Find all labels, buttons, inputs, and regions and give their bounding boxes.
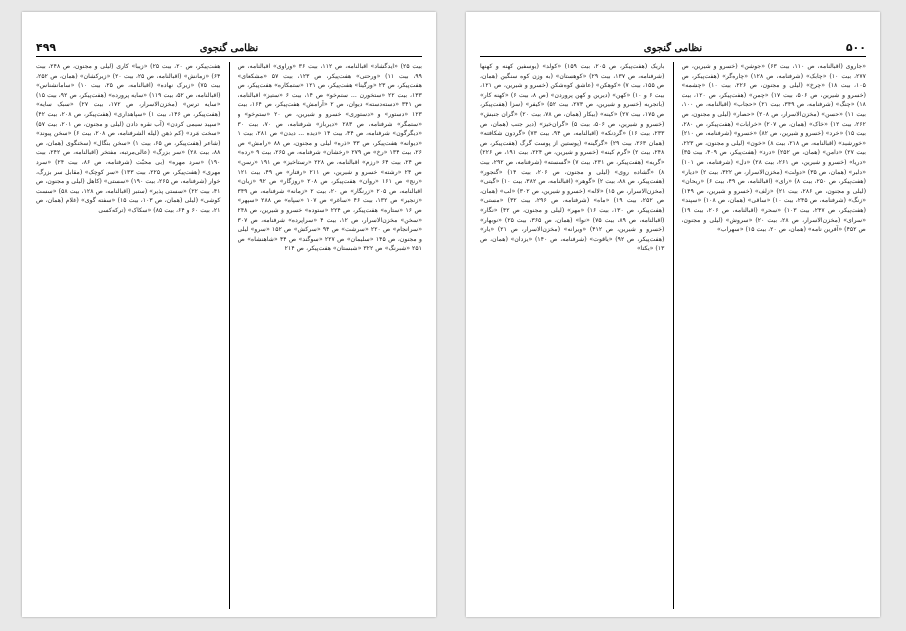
column-divider (673, 62, 674, 609)
text-column: هفت‌پیکر، ص ۲۰، بیت ۲۵) «زیبا» کاری (لیلی و مجنون، ص ۲۴۸، بیت ۶۴) «زمانش» (اقبالنامه، ص ۲۵، بیت ۲۰) «زیرکشان» (همان، ص ۲۵۲، بیت ۷۵) «زیرک نهاده» (اقبالنامه، ص ۲۵، بیت ۱۰) «سامانشناس» (اقبالنامه، ص ۵۲، بیت ۱۱۹) «سایه پرورده» (هفت‌پیکر، ص ۹۲، بیت ۱۵) «سایه ترس» (مخزن‌الاسرار، ص ۱۷۲، بیت ۲۷) «سبک سایه» (هفت‌پیکر، ص ۱۴۶، بیت ۱) «سپاهداری» (هفت‌پیکر، ص ۲۰۸، بیت ۴۲) «سپید سیمی کردن» (آب نقره دادن (لیلی و مجنون، ص ۲۰۱، بیت ۵۷) «سخت مَرد» (کم ذهن (لیله الشرفنامه، ص ۲۰۸، بیت ۶) «سخن پیوند» (شاعر (هفت‌پیکر، ص ۶۵، بیت ۱) «سخن بنگال» (سخنگوی (همان، ص ۸۸، بیت ۲۸) «سر بزرگ» (عالی‌مرتبه، مفتخر (اقبالنامه، ص ۲۴۲، بیت ۱۹۰) «سرد مهره» (بی‌ محبّت (شرفنامه، ص ۸۶، بیت ۲۴) «سرد مهری» (هفت‌پیکر، ص ۲۲۵، بیت ۱۳۳) «سر کوچک» (مقابل سر بزرگ، خوار (شرفنامه، ص ۲۶۵، بیت ۱۹۰) «سستی» (کاهل (لیلی و مجنون، ص ۴۱، بیت ۲۲) «سستی پذیر» (ستبر (اقبالنامه، ص ۱۲۸، بیت ۵۸) «سست کوشی» (لیلی (همان، ص ۱۰۳، بیت ۱۵) «سفته گوی» (غلام (همان، ص ۲۱، بیت ۶۰ و ۶۴، بیت ۸۵) «سکاک» (ترکه‌کسی (36, 63, 221, 214)
text-column: بیت ۲۵) «ایدگشاد» اقبالنامه، ص ۱۱۲، بیت ۳۶ «وراوی» اقبالنامه، ص ۹۹، بیت ۱۱) «ورحتی» هفت‌پیکر، ص ۱۲۳، بیت ۵۷ «مشکعای» هفت‌پیکر، ص ۲۳ «ورگینا» هفت‌پیکر، ص ۱۲۱ «ستمکاره» هفت‌پیکر، ص ۱۳۳، بیت ۲۲ «ستخورن ... ستم‌خو» ص ۱۴، بیت ۶ «ستیز» اقبالنامه، ص ۳۴۱ «دسته‌دسته» دیوان، ص ۲ «آرامش» هفت‌پیکر، ص ۱۶۴، بیت ۱۲۳ «دستور» و «دستوری» خسرو و شیرین، ص ۲۰ «ستم‌خو» و «ستمگر» شرفنامه، ص ۲۸۳ «دیرباز» شرفنامه، ص ۷۰، بیت ۳۰ «دیگرگون» شرفنامه، ص ۴۴، بیت ۱۴ «دیده ... دیدن» ص ۲۸۱، بیت ۱ «دیوانه» هفت‌پیکر، ص ۳۳ «ذره» لیلی و مجنون، ص ۸۸ «رامش» ص ۲۶، بیت ۱۳۴ «رخ» ص ۲۷۹ «رخشان» شرفنامه، ص ۲۶۵، بیت ۹ «رده» ص ۲۴، بیت ۶۴ «رزم» اقبالنامه، ص ۲۲۸ «رستاخیز» ص ۱۹۱ «رسن» ص ۲۴ «رشته» خسرو و شیرین، ص ۲۱۱ «رفتار» ص ۴۹، بیت ۱۲۱ «رنج» ص ۱۶۱ «روان» هفت‌پیکر، ص ۲۰۸ «روزگار» ص ۹۲ «زبان» اقبالنامه، ص ۲۰۵ «زرنگار» ص ۲۰، بیت ۲ «زمانه» شرفنامه، ص ۳۴۹ «زنجیر» ص ۱۳۲، بیت ۴۶ «ساغر» ص ۱۰۷ «سپاه» ص ۲۸۸ «سپهر» ص ۱۶ «ستاره» هفت‌پیکر، ص ۲۲۴ «ستوده» خسرو و شیرین، ص ۲۴۸ «سخن» مخزن‌الاسرار، ص ۱۲، بیت ۴ «سراپرده» شرفنامه، ص ۳۰۷ «سرانجام» ص ۲۲۰ «سرشت» ص ۹۴ «سرکش» ص ۱۵۲ «سرو» لیلی و مجنون، ص ۱۴۵ «سلیمان» ص ۲۲۷ «سوگند» ص ۴۴ «شاهنشاه» ص ۲۵۱ «شبرنگ» ص ۳۲۲ «شبستان» هفت‌پیکر، ص ۲۱۴ (237, 63, 422, 253)
page-number: ۵۰۰ (845, 41, 866, 54)
text-column: باریک (هفت‌پیکر، ص ۲۰۵، بیت ۱۵۹) «کولد» (یوسفین کهنه و کهنها (شرفنامه، ص ۱۳۷، بیت ۲۹) «کوهستان» (به وزن کوه سنگین (همان، ص ۱۵۵، بیت ۷) «کوهکن» (عاشق کوه‌شکن (خسرو و شیرین، ص ۱۲۱، بیت ۶ و ۱۰) «کهن» (دیرین و کهن پروردن» (ص ۸، بیت ۶) «کهنه کار» (باتجربه (خسرو و شیرین، ص ۲۷۳، بیت ۵۲) «کیفر» (سزا (هفت‌پیکر، ص ۱۷۵، بیت ۲۷) «کینه» (بیکار (همان، ص ۷۸، بیت ۲۰) «گران جنبش» (خسرو و شیرین، ص ۵۰۶، بیت ۵) «گران‌خیز» (دیر جنب (همان، ص ۲۳۳، بیت ۱۶) «گردنکه» (اقبالنامه، ص ۹۴، بیت ۷۳) «گردون شکافته» (همان ۲۶۳، بیت ۲۹) «گرگینه» (پوستین از پوست گرگ (هفت‌پیکر، ص ۲۴۸، بیت ۲) «گرم کینه» (خسرو و شیرین، ص ۲۲۴، بیت ۱۹۱، ص ۲۲۶) «گریه» (هفت‌پیکر، ص ۲۳۱، بیت ۷) «گسسته» (شرفنامه، ص ۲۹۲، بیت ۸) «گشاده روی» (لیلی و مجنون، ص ۲۰۶، بیت ۱۴) «گنجور» (هفت‌پیکر، ص ۸۸، بیت ۲) «گوهر» (اقبالنامه، ص ۳۸۲، بیت ۱۰) «گیتی» (مخزن‌الاسرار، ص ۱۵) «لاله» (خسرو و شیرین، ص ۳۰۲) «لب» (همان، ص ۲۵۲، بیت ۱۹) «ماه» (شرفنامه، ص ۲۹۶، بیت ۳۲) «مستی» (هفت‌پیکر، ص ۱۳۰، بیت ۱۶) «مهر» (لیلی و مجنون، ص ۴۲) «نگار» (اقبالنامه، ص ۸۹، بیت ۷۵) «نوا» (همان، ص ۳۶۵، بیت ۲۵) «نوبهار» (خسرو و شیرین، ص ۴۱۲) «ویرانه» (مخزن‌الاسرار، ص ۲۱) «یار» (هفت‌پیکر، ص ۹۲) «یاقوت» (شرفنامه، ص ۱۴۰) «یزدان» (همان، ص ۱۳) «یکتا» (480, 63, 665, 253)
left-page (22, 12, 436, 617)
right-page (466, 12, 880, 617)
column-divider (229, 62, 230, 609)
text-body (36, 62, 422, 609)
page-header (480, 38, 866, 57)
page-number: ۴۹۹ (36, 41, 57, 54)
text-body (480, 62, 866, 609)
running-title: نظامی گنجوی (643, 43, 703, 54)
text-column: «جاروی (اقبالنامه، ص ۱۱۰، بیت ۶۳) «جوشن» (خسرو و شیرین، ص ۲۷۷، بیت ۱۰) «چابک» (شرفنامه، ص ۱۲۸) «چاره‌گر» (هفت‌پیکر، ص ۱۰۵، بیت ۱۸) «چرخ» (لیلی و مجنون، ص ۲۲۶، بیت ۱۰) «چشمه» (خسرو و شیرین، ص ۵۰۶، بیت ۱۷) «چمن» (هفت‌پیکر، ص ۱۲۰، بیت ۱۸) «چنگ» (شرفنامه، ص ۳۴۹، بیت ۲۱) «حجاب» (اقبالنامه، ص ۱۰۰، بیت ۱۱) «حسن» (مخزن‌الاسرار، ص ۲۰۸) «حصار» (لیلی و مجنون، ص ۲۶۲، بیت ۱۲) «خاک» (همان، ص ۲۰۷) «خرابات» (هفت‌پیکر، ص ۲۸۰، بیت ۱۵) «خرد» (خسرو و شیرین، ص ۸۲) «خسرو» (شرفنامه، ص ۲۱۰) «خورشید» (اقبالنامه، ص ۲۱۸، بیت ۸) «خون» (لیلی و مجنون، ص ۲۲۳، بیت ۲۷) «دامن» (همان، ص ۲۵۲) «درد» (هفت‌پیکر، ص ۴۰۹، بیت ۳۵) «دریا» (خسرو و شیرین، ص ۲۶۱، بیت ۲۸) «دل» (شرفنامه، ص ۱۰۱) «دلبر» (همان، ص ۳۵) «دولت» (مخزن‌الاسرار، ص ۳۲۲، بیت ۲) «دیار» (هفت‌پیکر، ص ۲۵۰، بیت ۸) «رای» (اقبالنامه، ص ۴۹، بیت ۶) «ریحان» (لیلی و مجنون، ص ۲۸۶، بیت ۲۱) «زلف» (خسرو و شیرین، ص ۱۴۹) «زنگ» (شرفنامه، ص ۲۴۵، بیت ۱۰) «ساقی» (همان، ص ۱۰۸) «سپند» (هفت‌پیکر، ص ۲۴۷، بیت ۱۰۳) «سحر» (اقبالنامه، ص ۲۰۶، بیت ۱۹) «سرای» (مخزن‌الاسرار، ص ۲۸، بیت ۲۰) «سروش» (لیلی و مجنون، ص ۴۵۲) «آفرین نامه» (همان، ص ۲۰، بیت ۱۵) «سهراب» (681, 63, 866, 234)
running-title: نظامی گنجوی (199, 43, 259, 54)
page-header (36, 38, 422, 57)
